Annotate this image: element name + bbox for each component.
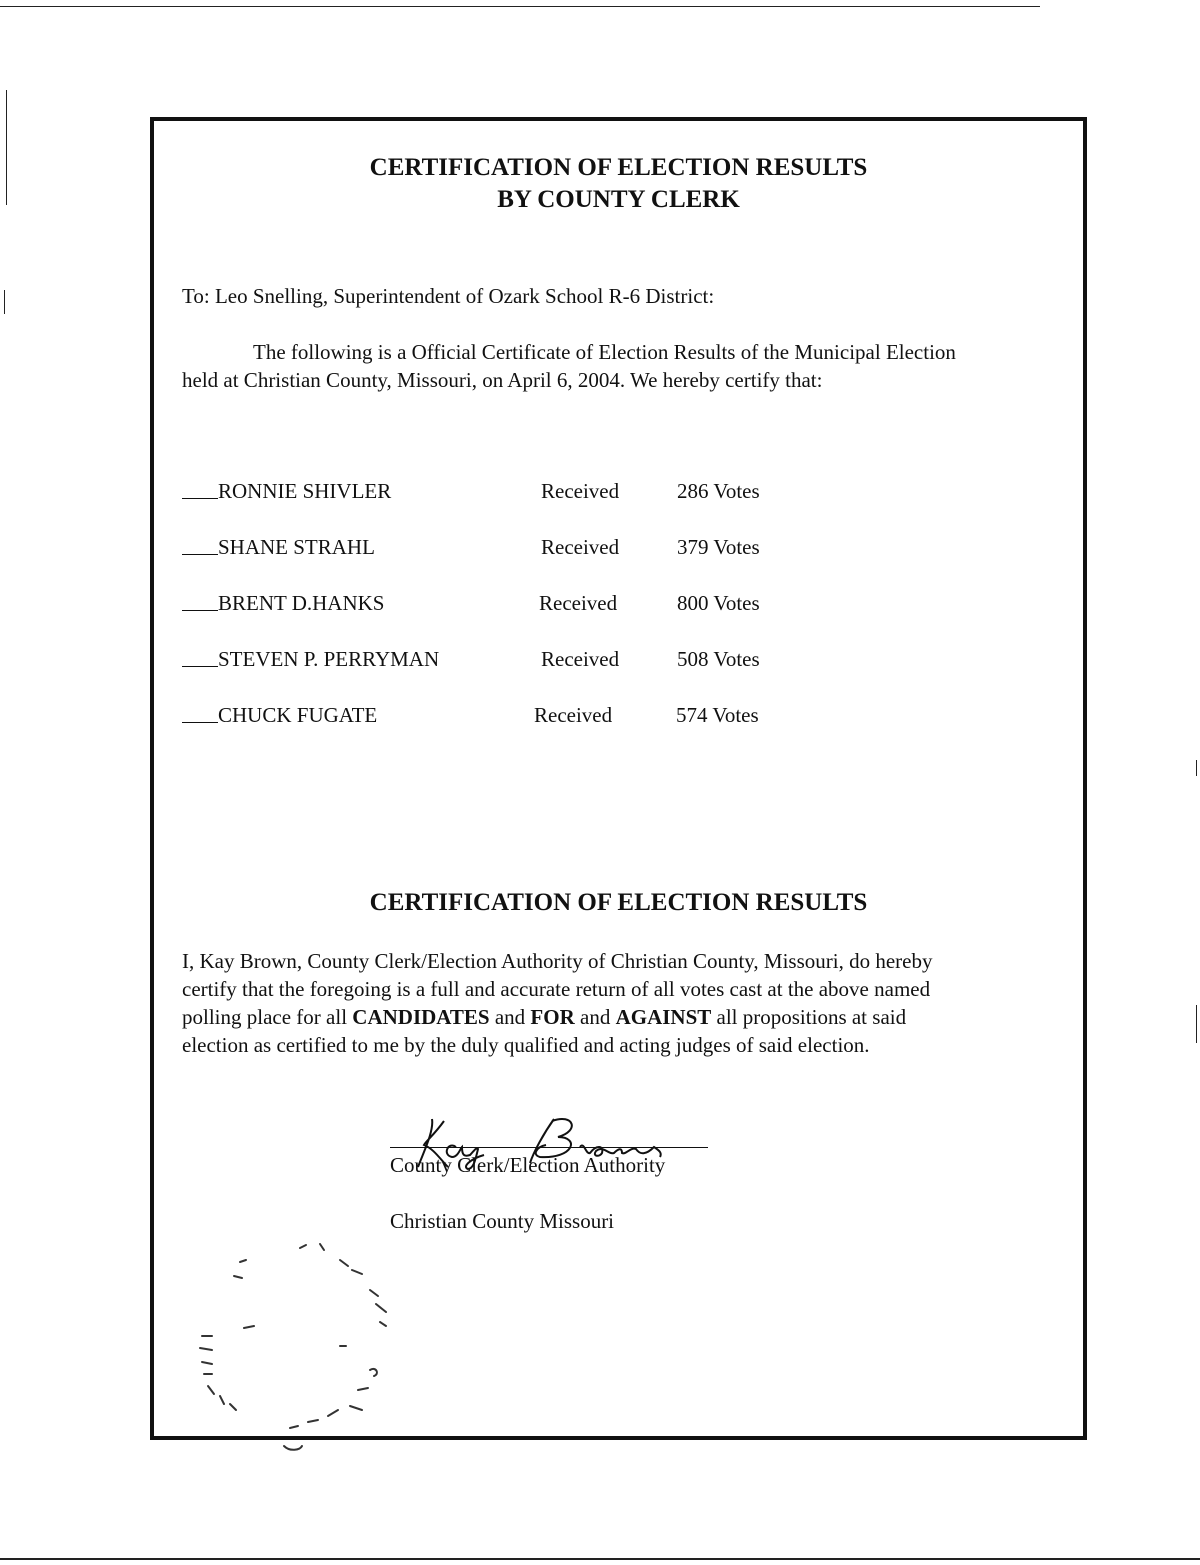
for-emphasis: FOR [530,1005,575,1029]
check-blank [182,700,218,723]
check-blank [182,644,218,667]
intro-line-1: The following is a Official Certificate of Election Results of the Municipal Election [253,340,956,364]
check-blank [182,476,218,499]
vote-count: 286 Votes [677,479,760,503]
received-label: Received [534,703,613,727]
vote-count: 379 Votes [677,535,760,559]
check-blank [182,532,218,555]
candidates-emphasis: CANDIDATES [352,1005,490,1029]
received-label: Received [541,479,620,503]
result-row [182,644,882,674]
result-row [182,476,882,506]
signer-county: Christian County Missouri [390,1209,615,1233]
received-label: Received [541,647,620,671]
candidate-name: RONNIE SHIVLER [218,479,392,503]
signer-title: County Clerk/Election Authority [390,1153,666,1177]
certification-line-3 [182,1003,906,1031]
received-label: Received [539,591,618,615]
candidate-name: STEVEN P. PERRYMAN [218,647,440,671]
scan-edge-top [0,6,1040,7]
check-blank [182,588,218,611]
scan-mark-right [1196,1005,1197,1043]
result-row [182,532,882,562]
certification-line-2: certify that the foregoing is a full and accurate return of all votes cast at the above named [182,977,931,1001]
signature-line [390,1147,708,1148]
received-label: Received [541,535,620,559]
candidate-name: BRENT D.HANKS [218,591,385,615]
scan-edge-left [6,90,7,205]
certification-line-1: I, Kay Brown, County Clerk/Election Authority of Christian County, Missouri, do hereby [182,949,933,973]
certification-heading: CERTIFICATION OF ELECTION RESULTS [369,889,868,916]
scan-mark-left [4,290,5,314]
intro-line-2: held at Christian County, Missouri, on April 6, 2004. We hereby certify that: [182,368,823,392]
vote-count: 574 Votes [676,703,759,727]
certification-line-3-and-1: and [489,1005,531,1029]
certificate-title-line2: BY COUNTY CLERK [497,186,740,213]
against-emphasis: AGAINST [615,1005,712,1029]
certification-line-3-start: polling place for all [182,1005,353,1029]
candidate-name: CHUCK FUGATE [218,703,378,727]
county-seal-icon [180,1240,420,1480]
scan-edge-bottom [0,1558,1200,1560]
scan-mark-right-2 [1196,760,1197,776]
certificate-title-line1: CERTIFICATION OF ELECTION RESULTS [369,154,868,181]
certification-line-3-and-2: and [574,1005,616,1029]
result-row [182,700,882,730]
certification-line-3-end: all propositions at said [711,1005,907,1029]
candidate-name: SHANE STRAHL [218,535,375,559]
certification-line-4: election as certified to me by the duly qualified and acting judges of said election. [182,1033,870,1057]
addressee: To: Leo Snelling, Superintendent of Ozark School R-6 District: [182,284,715,308]
result-row [182,588,882,618]
vote-count: 800 Votes [677,591,760,615]
vote-count: 508 Votes [677,647,760,671]
